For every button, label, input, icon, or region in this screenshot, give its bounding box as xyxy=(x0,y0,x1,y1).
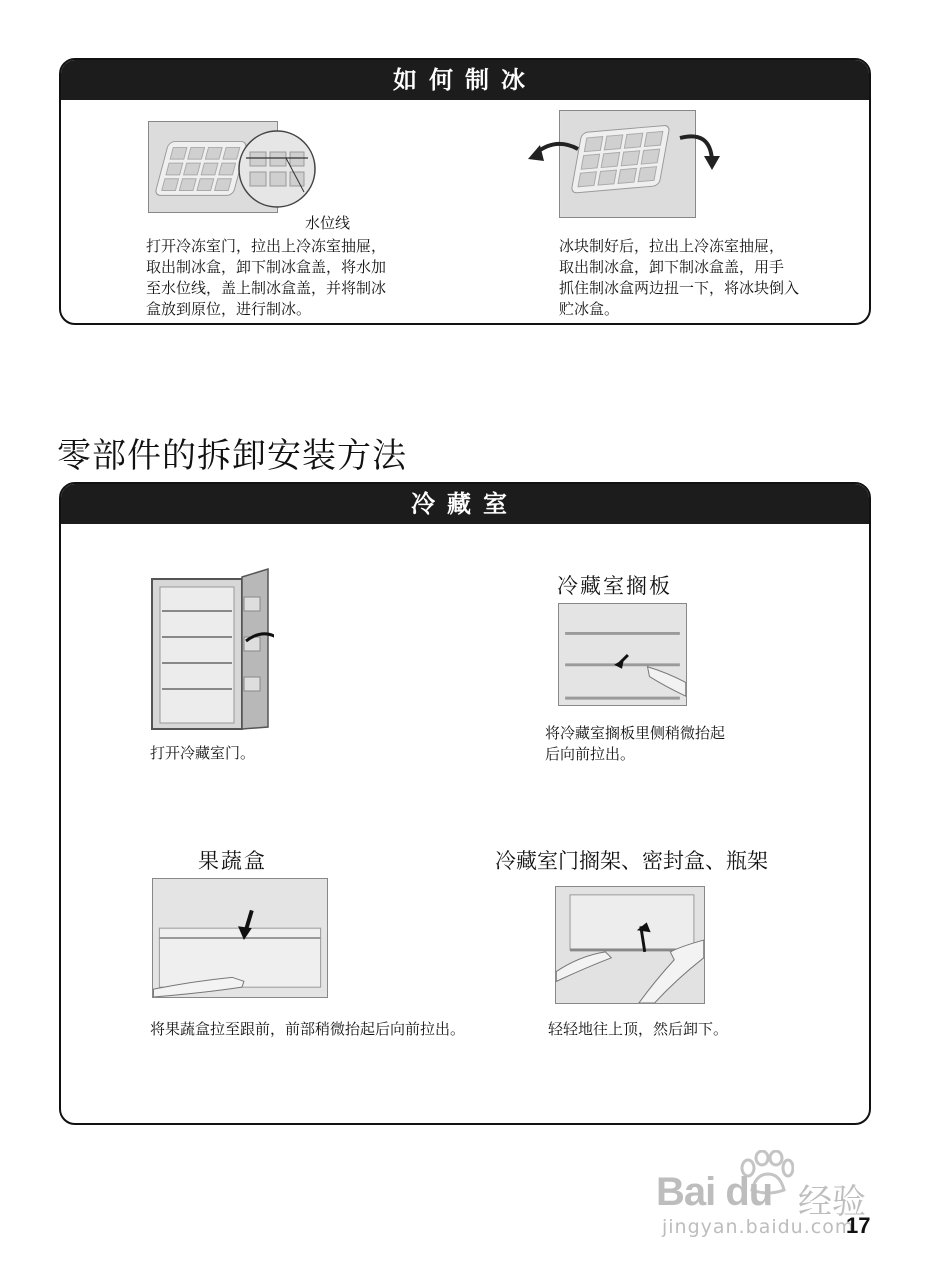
refrigerator-title: 冷藏室 xyxy=(61,484,869,524)
water-line-label: 水位线 xyxy=(305,214,351,232)
open-fridge-door-illustration xyxy=(150,567,274,734)
parts-removal-heading: 零部件的拆卸安装方法 xyxy=(57,436,407,476)
page-number: 17 xyxy=(846,1213,871,1238)
watermark-url: jingyan.baidu.com xyxy=(662,1216,855,1238)
shelf-removal-illustration xyxy=(558,603,687,706)
baidu-watermark xyxy=(652,1150,872,1250)
door-rack-title: 冷藏室门搁架、密封盒、瓶架 xyxy=(495,849,768,873)
baidu-logo-text: Bai du xyxy=(656,1170,773,1214)
ice-release-caption: 冰块制好后，拉出上冷冻室抽屉， 取出制冰盒，卸下制冰盒盖，用手 抓住制冰盒两边扭一下，将冰块倒入 贮冰盒。 xyxy=(559,237,800,318)
crisper-removal-illustration xyxy=(152,878,328,998)
shelf-caption: 将冷藏室搁板里侧稍微抬起 后向前拉出。 xyxy=(545,724,726,763)
jingyan-label: 经验 xyxy=(798,1182,866,1222)
ice-making-title: 如何制冰 xyxy=(61,60,869,100)
door-rack-caption: 轻轻地往上顶，然后卸下。 xyxy=(548,1020,729,1038)
ice-fill-caption: 打开冷冻室门，拉出上冷冻室抽屉， 取出制冰盒，卸下制冰盒盖，将水加 至水位线，盖上制冰盒盖，并将制冰 盒放到原位，进行制冰。 xyxy=(146,237,387,318)
twist-right-arrow-icon xyxy=(676,130,722,172)
crisper-caption: 将果蔬盒拉至跟前，前部稍微抬起后向前拉出。 xyxy=(150,1020,466,1038)
open-door-caption: 打开冷藏室门。 xyxy=(150,744,256,762)
shelf-title: 冷藏室搁板 xyxy=(557,574,672,598)
door-rack-removal-illustration xyxy=(555,886,705,1004)
twist-left-arrow-icon xyxy=(526,137,582,171)
crisper-title: 果蔬盒 xyxy=(198,849,267,873)
ice-tray-zoom-circle xyxy=(236,128,318,210)
